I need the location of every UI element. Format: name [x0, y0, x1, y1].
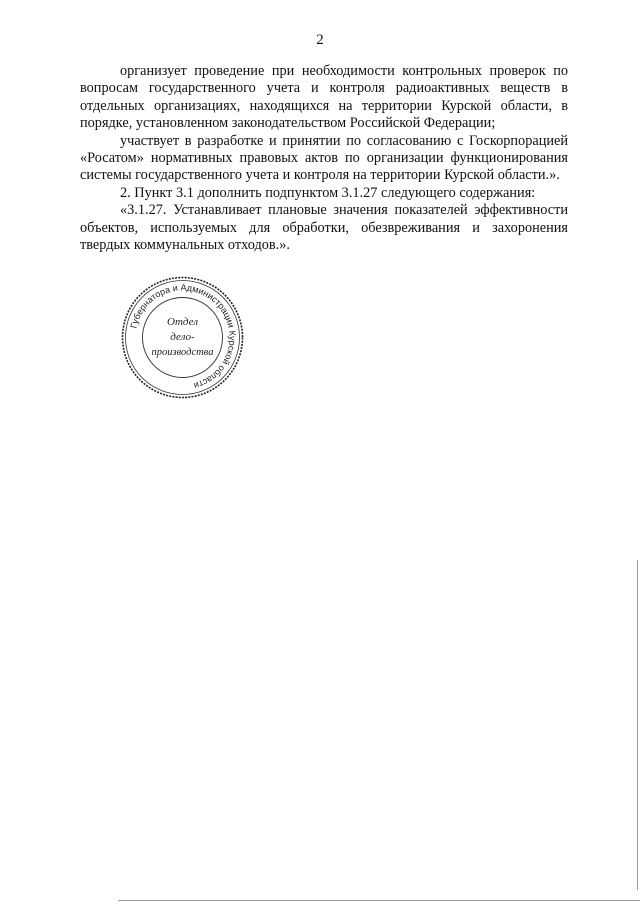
paragraph-4: «3.1.27. Устанавливает плановые значения показателей эффективности объектов, используемых для обработки, обезвреживания и захоронения твердых коммунальных отходов.».	[80, 202, 568, 254]
page-number: 2	[316, 32, 324, 48]
paragraph-2: участвует в разработке и принятии по согласованию с Госкорпорацией «Росатом» нормативных правовых актов по организации функционирования системы государственного учета и контроля на территории Курской области.».	[80, 132, 568, 184]
scan-bottom-line	[118, 900, 640, 901]
stamp-line-2: дело-	[170, 331, 195, 343]
scan-edge-line	[637, 560, 638, 890]
stamp-line-3: производства	[151, 347, 214, 358]
stamp-line-1: Отдел	[167, 316, 198, 328]
paragraph-3: 2. Пункт 3.1 дополнить подпунктом 3.1.27 следующего содержания:	[120, 184, 536, 201]
paragraph-1: организует проведение при необходимости контрольных проверок по вопросам государственного учета и контроля радиоактивных веществ в отдельных организациях, находящихся на территории Курской области, в порядке, установленном законодательством Российской Федерации;	[80, 63, 568, 132]
document-body	[80, 63, 568, 254]
office-stamp	[120, 275, 245, 400]
stamp-ring-text: Губернатора и Администрации Курской области	[128, 282, 238, 391]
